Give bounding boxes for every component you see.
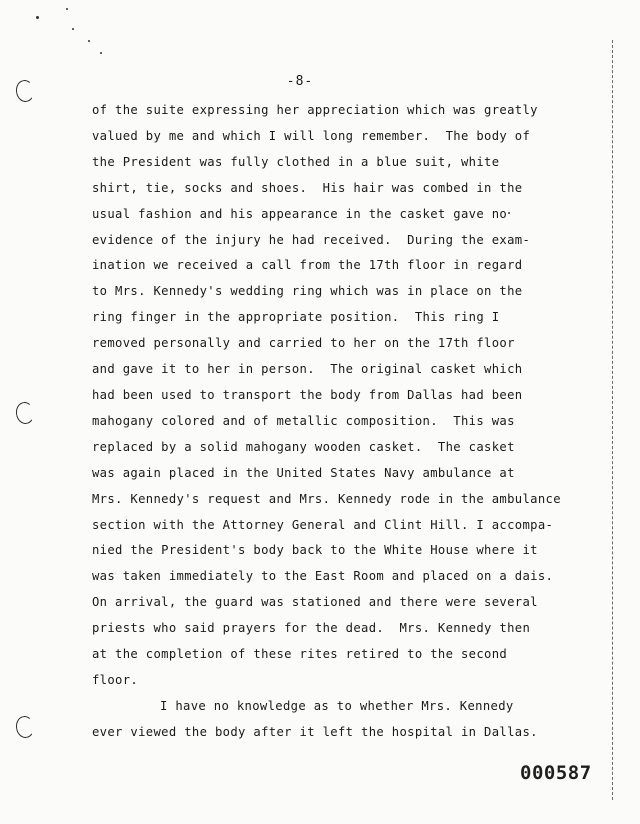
- scan-speck: [36, 16, 39, 19]
- text-line: usual fashion and his appearance in the casket gave no: [92, 206, 508, 221]
- text-line: valued by me and which I will long remember. The body of: [92, 128, 531, 143]
- punch-hole-bottom: [15, 715, 36, 739]
- text-line: On arrival, the guard was stationed and there were several: [92, 595, 538, 610]
- document-control-number: 000587: [520, 762, 592, 784]
- scan-speck: [72, 28, 74, 30]
- text-line: was taken immediately to the East Room and placed on a dais.: [92, 569, 554, 584]
- text-line: replaced by a solid mahogany wooden casket. The casket: [92, 439, 515, 454]
- punch-hole-middle: [15, 401, 36, 425]
- text-line: Mrs. Kennedy's request and Mrs. Kennedy rode in the ambulance: [92, 491, 561, 506]
- text-line: and gave it to her in person. The original casket which: [92, 362, 523, 377]
- memo-body-text: [92, 98, 562, 746]
- text-line: at the completion of these rites retired to the second: [92, 647, 508, 662]
- text-line: of the suite expressing her appreciation which was greatly: [92, 103, 538, 117]
- text-line: section with the Attorney General and Clint Hill. I accompa-: [92, 517, 554, 532]
- text-line: ever viewed the body after it left the hospital in Dallas.: [92, 724, 538, 739]
- text-line: priests who said prayers for the dead. Mrs. Kennedy then: [92, 621, 531, 636]
- text-line: ring finger in the appropriate position. This ring I: [92, 310, 500, 325]
- text-line: floor.: [92, 672, 139, 687]
- text-line: removed personally and carried to her on the 17th floor: [92, 336, 515, 351]
- page-edge-line: [612, 40, 613, 800]
- text-line: I have no knowledge as to whether Mrs. Kennedy: [160, 698, 514, 713]
- punch-hole-top: [15, 79, 36, 103]
- text-line: was again placed in the United States Navy ambulance at: [92, 465, 515, 480]
- text-line: shirt, tie, socks and shoes. His hair was combed in the: [92, 180, 523, 195]
- text-line: had been used to transport the body from Dallas had been: [92, 387, 523, 402]
- scan-speck: [88, 40, 90, 42]
- page-number: -8-: [286, 74, 314, 89]
- text-line: to Mrs. Kennedy's wedding ring which was in place on the: [92, 284, 523, 299]
- text-line: the President was fully clothed in a blue suit, white: [92, 154, 500, 169]
- text-line: mahogany colored and of metallic composition. This was: [92, 413, 515, 428]
- scan-speck: [66, 8, 68, 10]
- text-line: nied the President's body back to the White House where it: [92, 543, 538, 558]
- text-line: ination we received a call from the 17th floor in regard: [92, 258, 523, 273]
- scan-speck: [100, 52, 102, 54]
- text-line: evidence of the injury he had received. During the exam-: [92, 232, 531, 247]
